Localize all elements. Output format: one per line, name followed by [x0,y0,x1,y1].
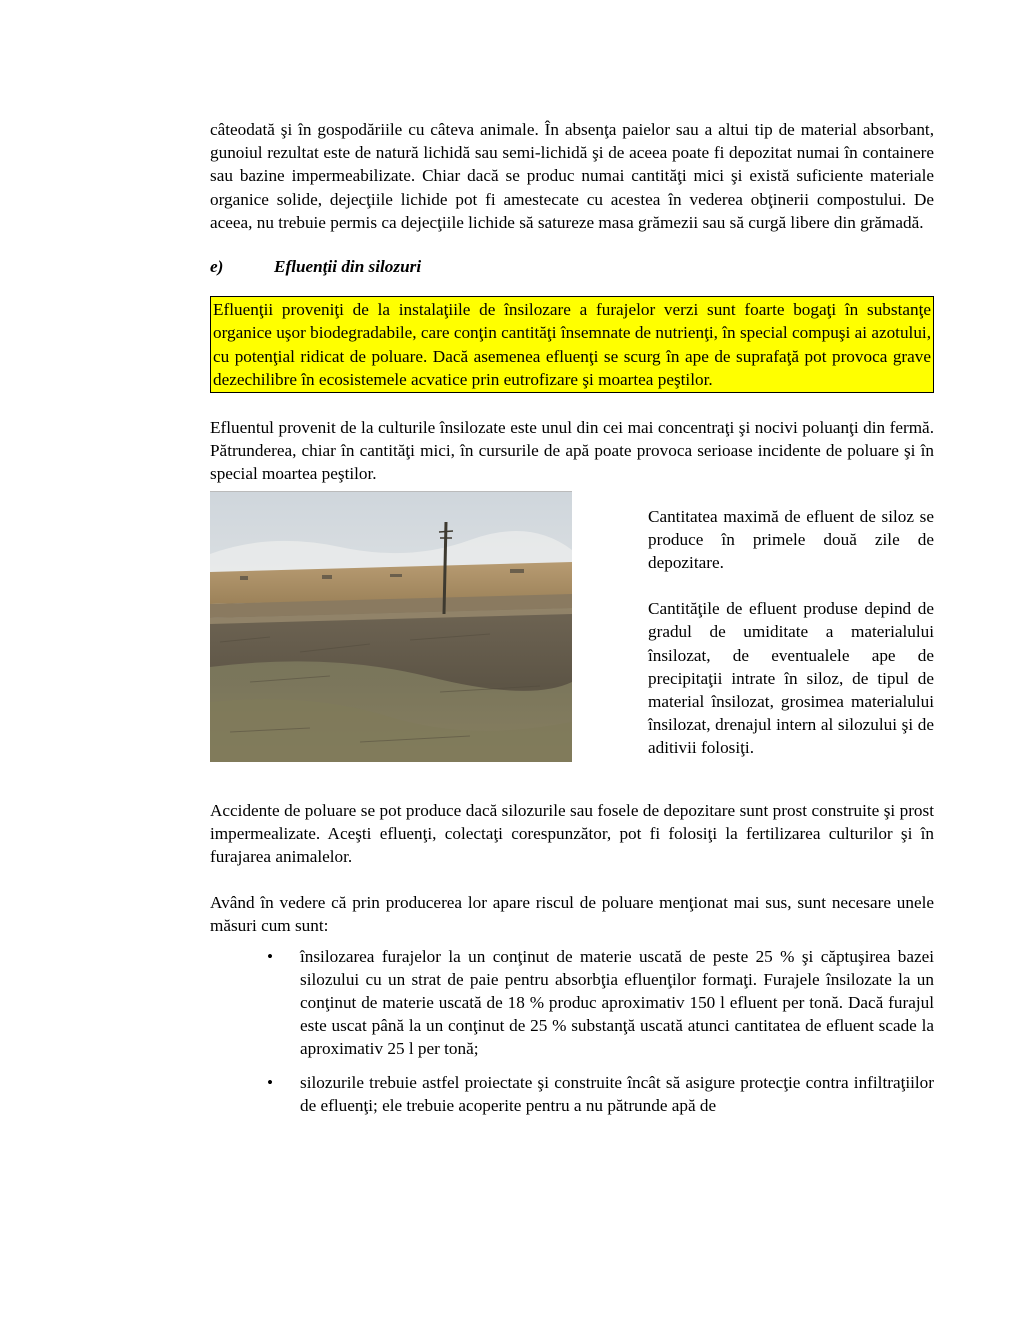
measures-paragraph: Având în vedere că prin producerea lor apare riscul de poluare menţionat mai sus, sunt necesare unele măsuri cum sunt: [210,893,934,936]
section-heading [210,255,934,278]
list-item-text: însilozarea furajelor la un conţinut de materie uscată de peste 25 % şi căptuşirea bazei silozului cu un strat de paie pentru absorbţia efluenţilor formaţi. Furajele însilozate la un conţinut de materie uscată de 18 % produc aproximativ 150 l efluent per tonă. Dacă furajul este uscat până la un conţinut de 25 % substanţă uscată atunci cantitatea de efluent scade la aproximativ 25 l per tonă; [300,946,934,1059]
accidents-paragraph: Accidente de poluare se pot produce dacă silozurile sau fosele de depozitare sunt prost construite şi prost impermealizate. Aceşti efluenţi, colectaţi corespunzător, pot fi folosiţi la fertilizarea culturilor şi în furajarea animalelor. [210,800,934,867]
list-item [210,945,934,1061]
figure-side-text [648,505,934,760]
bullet-icon: • [267,946,274,966]
figure-block [210,491,934,803]
section-number: e) [210,257,224,277]
effluent-paragraph: Efluentul provenit de la culturile însilozate este unul din cei mai concentraţi şi nocivi poluanţi din fermă. Pătrunderea, chiar în cantităţi mici, în cursurile de apă poate provoca serioase incidente de poluare şi în special moartea peştilor. [210,418,934,484]
section-title: Efluenţii din silozuri [274,257,422,277]
side-paragraph-2: Cantităţile de efluent produse depind de gradul de umiditate a materialului însilozat, de eventualele ape de precipitaţii intrate în siloz, de tipul de material însilozat, grosimea materialului însilozat, drenajul intern al silozului şi de aditivii folosiţi. [648,599,934,758]
side-paragraph-1: Cantitatea maximă de efluent de siloz se produce în primele două zile de depozitare. [648,506,934,573]
intro-paragraph: câteodată şi în gospodăriile cu câteva animale. În absenţa paielor sau a altui tip de material absorbant, gunoiul rezultat este de natură lichidă sau semi-lichidă şi de aceea poate fi depozitat numai în containere sau bazine impermeabilizate. Chiar dacă se produc numai cantităţi mici şi există suficiente materiale organice solide, dejecţiile lichide pot fi amestecate cu acestea în vederea obţinerii compostului. De aceea, nu trebuie permis ca dejecţiile lichide să satureze masa grămezii sau să curgă libere din grămadă. [210,120,934,232]
field-photo [210,491,572,762]
bullet-icon: • [267,1072,274,1092]
list-item [210,1071,934,1117]
measures-list [210,945,934,1117]
field-photo-image [210,492,572,762]
list-item-text: silozurile trebuie astfel proiectate şi construite încât să asigure protecţie contra infiltraţiilor de efluenţi; ele trebuie acoperite pentru a nu pătrunde apă de [300,1072,934,1115]
highlighted-paragraph: Efluenţii proveniţi de la instalaţiile de însilozare a furajelor verzi sunt foarte bogaţi în substanţe organice uşor biodegradabile, care conţin cantităţi însemnate de nutrienţi, în special compuşi ai azotului, cu potenţial ridicat de poluare. Dacă asemenea efluenţi se scurg în ape de suprafaţă pot provoca grave dezechilibre în ecosistemele acvatice prin eutrofizare şi moartea peştilor. [210,296,934,393]
document-page [210,118,934,1127]
